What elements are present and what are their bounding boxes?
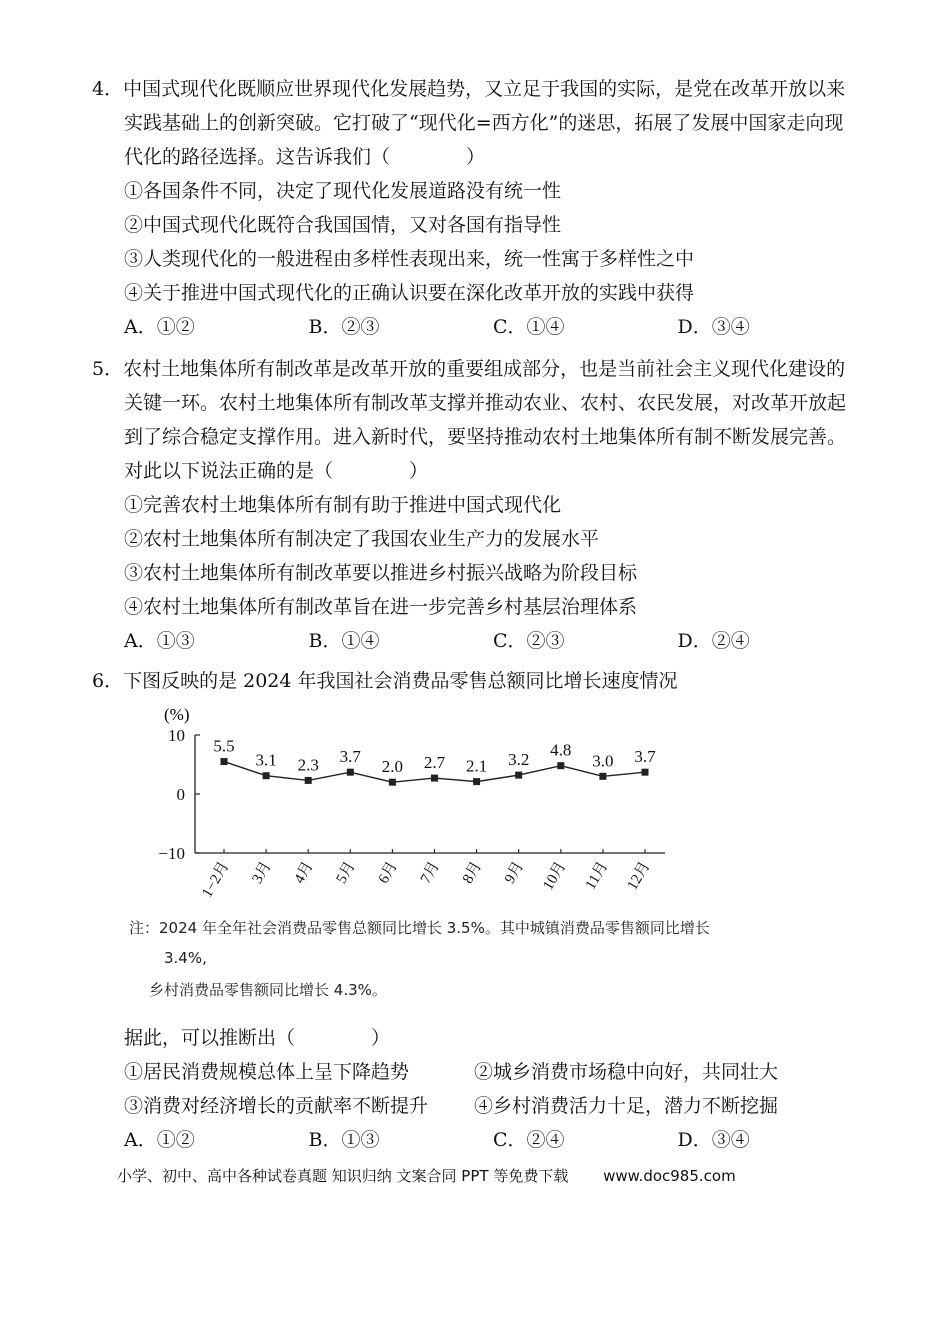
data-point xyxy=(305,777,312,784)
choice-a[interactable]: A．①② xyxy=(124,316,195,338)
question-4-choices xyxy=(92,310,862,344)
data-label: 5.5 xyxy=(213,736,235,756)
data-point xyxy=(473,778,480,785)
y-axis-label: (%) xyxy=(164,705,190,724)
choice-c[interactable]: C．②④ xyxy=(493,1129,565,1151)
x-tick-label: 5月 xyxy=(333,859,359,887)
x-tick-label: 11月 xyxy=(582,859,612,893)
growth-line-chart xyxy=(140,700,700,910)
y-tick-label: −10 xyxy=(158,844,185,863)
question-6-options-row-2 xyxy=(92,1089,862,1123)
question-6 xyxy=(92,664,862,698)
note-line-1: 注：2024 年全年社会消费品零售总额同比增长 3.5%。其中城镇消费品零售额同比增长 xyxy=(129,919,710,937)
x-tick-label: 8月 xyxy=(459,859,486,887)
x-tick-label: 12月 xyxy=(624,859,654,893)
question-4-option-3: ③人类现代化的一般进程由多样性表现出来，统一性寓于多样性之中 xyxy=(124,248,695,270)
data-label: 3.7 xyxy=(634,747,656,767)
question-6-lead: 据此，可以推断出（ ） xyxy=(124,1027,391,1049)
question-4-option-2: ②中国式现代化既符合我国国情，又对各国有指导性 xyxy=(124,214,562,236)
x-tick-labels xyxy=(199,859,654,901)
question-6-choices xyxy=(92,1123,862,1157)
choice-c[interactable]: C．②③ xyxy=(493,630,565,652)
data-label: 2.1 xyxy=(465,756,488,776)
x-tick-label: 10月 xyxy=(540,859,570,893)
question-6-options-row-1 xyxy=(92,1055,862,1089)
data-point xyxy=(263,772,270,779)
choice-d[interactable]: D．③④ xyxy=(677,1129,750,1151)
question-5-stem: 5．农村土地集体所有制改革是改革开放的重要组成部分，也是当前社会主义现代化建设的关键一环。农村土地集体所有制改革支撑并推动农业、农村、农民发展，对改革开放起到了综合稳定支撑作用。进入新时代，要坚持推动农村土地集体所有制不断发展完善。对此以下说法正确的是（ ） xyxy=(92,358,847,482)
data-label: 2.0 xyxy=(381,757,404,777)
choice-d[interactable]: D．③④ xyxy=(677,316,750,338)
x-tick-label: 9月 xyxy=(502,859,528,887)
x-tick-label: 6月 xyxy=(375,859,401,887)
question-5-option-2: ②农村土地集体所有制决定了我国农业生产力的发展水平 xyxy=(124,528,600,550)
data-point xyxy=(599,773,606,780)
choice-b[interactable]: B．①④ xyxy=(308,630,380,652)
question-6-option-2: ②城乡消费市场稳中向好，共同壮大 xyxy=(474,1061,779,1083)
footer-text: 小学、初中、高中各种试卷真题 知识归纳 文案合同 PPT 等免费下载 xyxy=(117,1167,569,1185)
data-label: 3.7 xyxy=(339,747,361,767)
question-6-option-4: ④乡村消费活力十足，潜力不断挖掘 xyxy=(474,1095,779,1117)
data-point xyxy=(221,758,228,765)
x-tick-label: 7月 xyxy=(417,859,443,887)
question-5-option-3: ③农村土地集体所有制改革要以推进乡村振兴战略为阶段目标 xyxy=(124,562,638,584)
data-point xyxy=(557,762,564,769)
footer-link[interactable]: www.doc985.com xyxy=(603,1167,736,1185)
data-label: 4.8 xyxy=(550,740,572,760)
footer-banner xyxy=(117,1165,736,1186)
data-point xyxy=(515,772,522,779)
data-point xyxy=(642,769,649,776)
note-line-2: 3.4%, xyxy=(164,949,207,967)
choice-b[interactable]: B．②③ xyxy=(308,316,380,338)
choice-d[interactable]: D．②④ xyxy=(677,630,750,652)
data-label: 2.3 xyxy=(297,755,319,775)
y-tick-label: 0 xyxy=(176,785,185,804)
question-4 xyxy=(92,72,862,344)
data-label: 2.7 xyxy=(423,753,446,773)
choice-a[interactable]: A．①② xyxy=(124,1129,195,1151)
choice-c[interactable]: C．①④ xyxy=(493,316,565,338)
question-6-option-3: ③消费对经济增长的贡献率不断提升 xyxy=(124,1095,429,1117)
question-5 xyxy=(92,352,862,658)
choice-a[interactable]: A．①③ xyxy=(124,630,195,652)
question-5-choices xyxy=(92,624,862,658)
question-6-stem: 6．下图反映的是 2024 年我国社会消费品零售总额同比增长速度情况 xyxy=(92,670,678,692)
question-5-option-1: ①完善农村土地集体所有制有助于推进中国式现代化 xyxy=(124,494,562,516)
chart-note xyxy=(129,913,862,1005)
question-4-option-4: ④关于推进中国式现代化的正确认识要在深化改革开放的实践中获得 xyxy=(124,282,695,304)
question-5-option-4: ④农村土地集体所有制改革旨在进一步完善乡村基层治理体系 xyxy=(124,596,638,618)
data-point xyxy=(389,779,396,786)
data-labels xyxy=(213,737,656,777)
x-tick-label: 3月 xyxy=(249,859,275,887)
x-tick-label: 1−2月 xyxy=(199,859,233,901)
question-6-body xyxy=(92,1021,862,1157)
data-label: 3.1 xyxy=(255,750,277,770)
question-4-stem: 4．中国式现代化既顺应世界现代化发展趋势，又立足于我国的实际，是党在改革开放以来实践基础上的创新突破。它打破了“现代化=西方化”的迷思，拓展了发展中国家走向现代化的路径选择。这告诉我们（ ） xyxy=(92,78,846,168)
data-label: 3.0 xyxy=(592,751,614,771)
y-ticks xyxy=(158,726,200,863)
x-tick-label: 4月 xyxy=(291,859,317,887)
choice-b[interactable]: B．①③ xyxy=(308,1129,380,1151)
data-point xyxy=(347,769,354,776)
note-line-3: 乡村消费品零售额同比增长 4.3%。 xyxy=(149,981,387,999)
question-4-option-1: ①各国条件不同，决定了现代化发展道路没有统一性 xyxy=(124,180,562,202)
question-6-option-1: ①居民消费规模总体上呈下降趋势 xyxy=(124,1061,410,1083)
data-point xyxy=(431,775,438,782)
data-label: 3.2 xyxy=(508,750,530,770)
y-tick-label: 10 xyxy=(168,726,185,745)
